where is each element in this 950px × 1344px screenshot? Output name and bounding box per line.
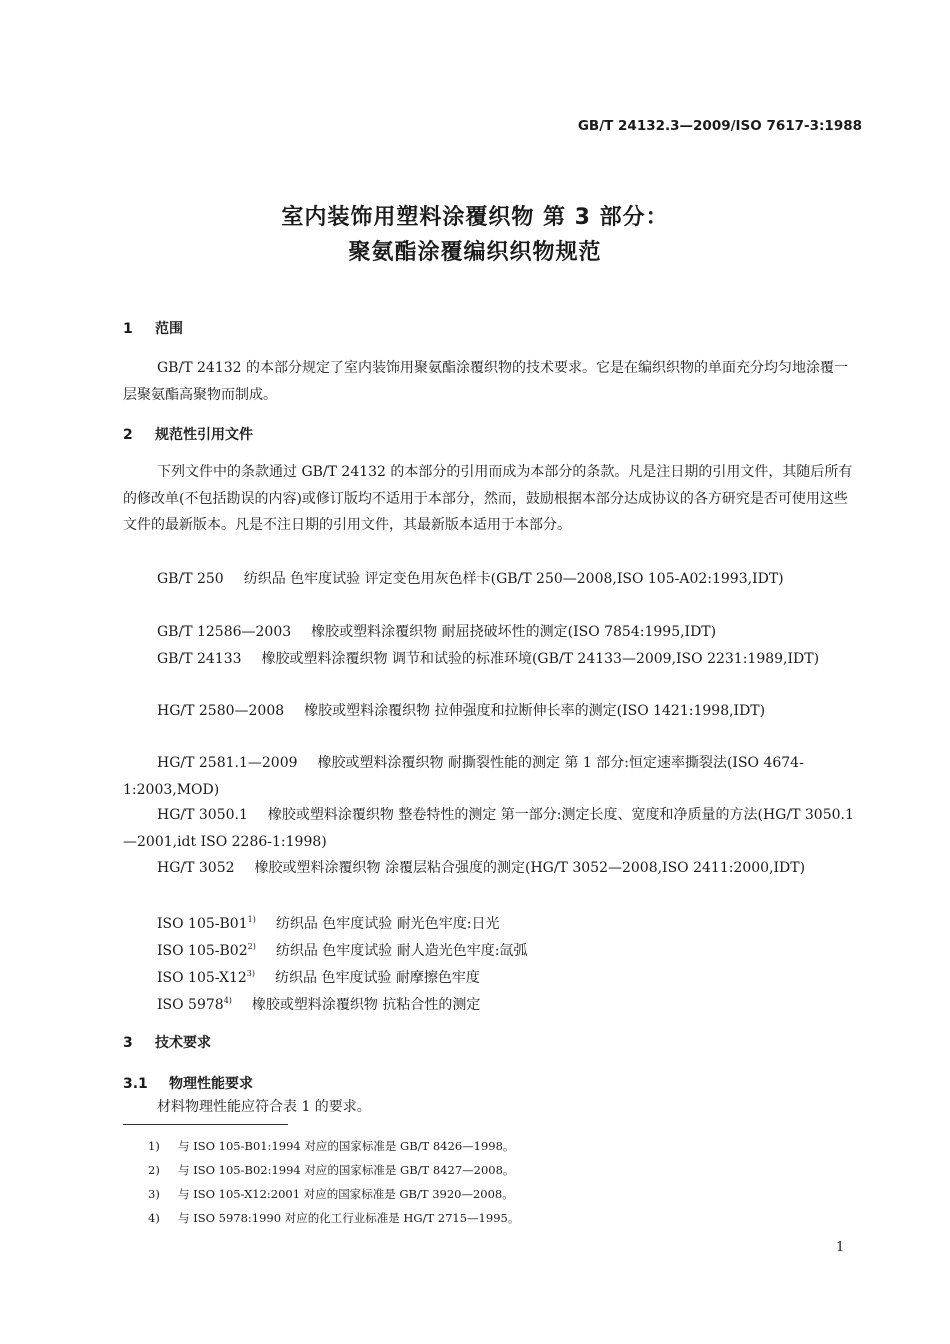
reference-title: 橡胶或塑料涂覆织物 抗粘合性的测定 <box>251 997 481 1013</box>
section-title: 技术要求 <box>155 1035 211 1051</box>
section-1-paragraph: GB/T 24132 的本部分规定了室内装饰用聚氨酯涂覆织物的技术要求。它是在编织织物的单面充分均匀地涂覆一层聚氨酯高聚物而制成。 <box>123 360 848 403</box>
footnote-number: 3) <box>148 1187 160 1201</box>
reference-item <box>123 698 860 725</box>
section-3-1-paragraph: 材料物理性能应符合表 1 的要求。 <box>157 1099 371 1115</box>
footnote-divider <box>123 1124 288 1125</box>
footnote <box>148 1138 514 1154</box>
reference-title: 纺织品 色牢度试验 耐人造光色牢度:氙弧 <box>275 943 528 959</box>
section-number: 3 <box>123 1035 133 1051</box>
footnote-number: 1) <box>148 1139 160 1153</box>
reference-code: ISO 105-B01 <box>157 916 248 932</box>
reference-code: ISO 5978 <box>157 997 224 1013</box>
section-2-heading <box>123 424 253 444</box>
reference-note: (ISO 7854:1995,IDT) <box>567 624 717 640</box>
reference-note: (ISO 4674-1:2003,MOD) <box>123 755 804 798</box>
footnote <box>148 1210 519 1226</box>
reference-title: 橡胶或塑料涂覆织物 耐撕裂性能的测定 第 1 部分:恒定速率撕裂法 <box>317 755 727 771</box>
reference-note: (GB/T 250—2008,ISO 105-A02:1993,IDT) <box>490 571 784 587</box>
footnote-text: 与 ISO 105-X12:2001 对应的国家标准是 GB/T 3920—2008。 <box>178 1187 514 1201</box>
reference-item <box>123 750 860 803</box>
reference-title: 橡胶或塑料涂覆织物 拉伸强度和拉断伸长率的测定 <box>304 703 617 719</box>
footnote-text: 与 ISO 105-B01:1994 对应的国家标准是 GB/T 8426—1998。 <box>178 1139 515 1153</box>
reference-code: ISO 105-B02 <box>157 943 248 959</box>
reference-code: HG/T 2580—2008 <box>157 703 285 719</box>
footnote-marker: 1) <box>247 915 256 924</box>
section-3-1-heading <box>123 1073 253 1093</box>
reference-title: 纺织品 色牢度试验 耐光色牢度:日光 <box>275 916 500 932</box>
section-1-heading <box>123 318 183 338</box>
footnote-text: 与 ISO 105-B02:1994 对应的国家标准是 GB/T 8427—2008。 <box>178 1163 515 1177</box>
reference-note: (HG/T 3052—2008,ISO 2411:2000,IDT) <box>524 860 806 876</box>
section-number: 3.1 <box>123 1076 148 1092</box>
reference-title: 橡胶或塑料涂覆织物 整卷特性的测定 第一部分:测定长度、宽度和净质量的方法 <box>267 807 758 823</box>
document-code-header: GB/T 24132.3—2009/ISO 7617-3:1988 <box>577 118 862 134</box>
footnote <box>148 1186 514 1202</box>
footnote-text: 与 ISO 5978:1990 对应的化工行业标准是 HG/T 2715—1995。 <box>178 1211 520 1225</box>
reference-code: ISO 105-X12 <box>157 970 247 986</box>
reference-title: 纺织品 色牢度试验 评定变色用灰色样卡 <box>243 571 491 587</box>
reference-item <box>123 646 860 673</box>
reference-note: (GB/T 24133—2009,ISO 2231:1989,IDT) <box>531 651 820 667</box>
footnote-marker: 3) <box>246 969 256 978</box>
reference-item <box>123 802 860 855</box>
page-title-line2: 聚氨酯涂覆编织织物规范 <box>348 240 602 265</box>
page-title-line1: 室内装饰用塑料涂覆织物 第 3 部分： <box>281 205 669 230</box>
reference-title: 橡胶或塑料涂覆织物 涂覆层粘合强度的测定 <box>254 860 525 876</box>
reference-code: GB/T 12586—2003 <box>157 624 292 640</box>
reference-item <box>123 566 860 593</box>
footnote-marker: 2) <box>247 942 256 951</box>
footnote-marker: 4) <box>223 996 232 1005</box>
section-3-heading <box>123 1032 211 1052</box>
section-2-intro-paragraph: 下列文件中的条款通过 GB/T 24132 的本部分的引用而成为本部分的条款。凡是注日期的引用文件，其随后所有的修改单(不包括勘误的内容)或修订版均不适用于本部分，然而，鼓励根据本部分达成协议的各方研究是否可使用这些文件的最新版本。凡是不注日期的引用文件，其最新版本适用于本部分。 <box>123 464 853 534</box>
reference-title: 橡胶或塑料涂覆织物 调节和试验的标准环境 <box>261 651 532 667</box>
section-number: 2 <box>123 427 133 443</box>
reference-code: HG/T 2581.1—2009 <box>157 755 298 771</box>
reference-title: 橡胶或塑料涂覆织物 耐屈挠破坏性的测定 <box>311 624 568 640</box>
page-number: 1 <box>836 1240 845 1255</box>
section-title: 物理性能要求 <box>169 1076 253 1092</box>
reference-item <box>123 619 860 646</box>
footnote-number: 2) <box>148 1163 160 1177</box>
footnote-number: 4) <box>148 1211 160 1225</box>
reference-code: GB/T 24133 <box>157 651 242 667</box>
section-title: 范围 <box>155 321 183 337</box>
footnote <box>148 1162 514 1178</box>
reference-item <box>123 855 860 882</box>
section-number: 1 <box>123 321 133 337</box>
reference-code: HG/T 3050.1 <box>157 807 248 823</box>
reference-item <box>123 988 860 1019</box>
reference-code: HG/T 3052 <box>157 860 235 876</box>
reference-note: (HG/T 3050.1—2001,idt ISO 2286-1:1998) <box>123 807 854 850</box>
reference-title: 纺织品 色牢度试验 耐摩擦色牢度 <box>275 970 480 986</box>
section-title: 规范性引用文件 <box>155 427 253 443</box>
reference-code: GB/T 250 <box>157 571 224 587</box>
reference-note: (ISO 1421:1998,IDT) <box>616 703 766 719</box>
